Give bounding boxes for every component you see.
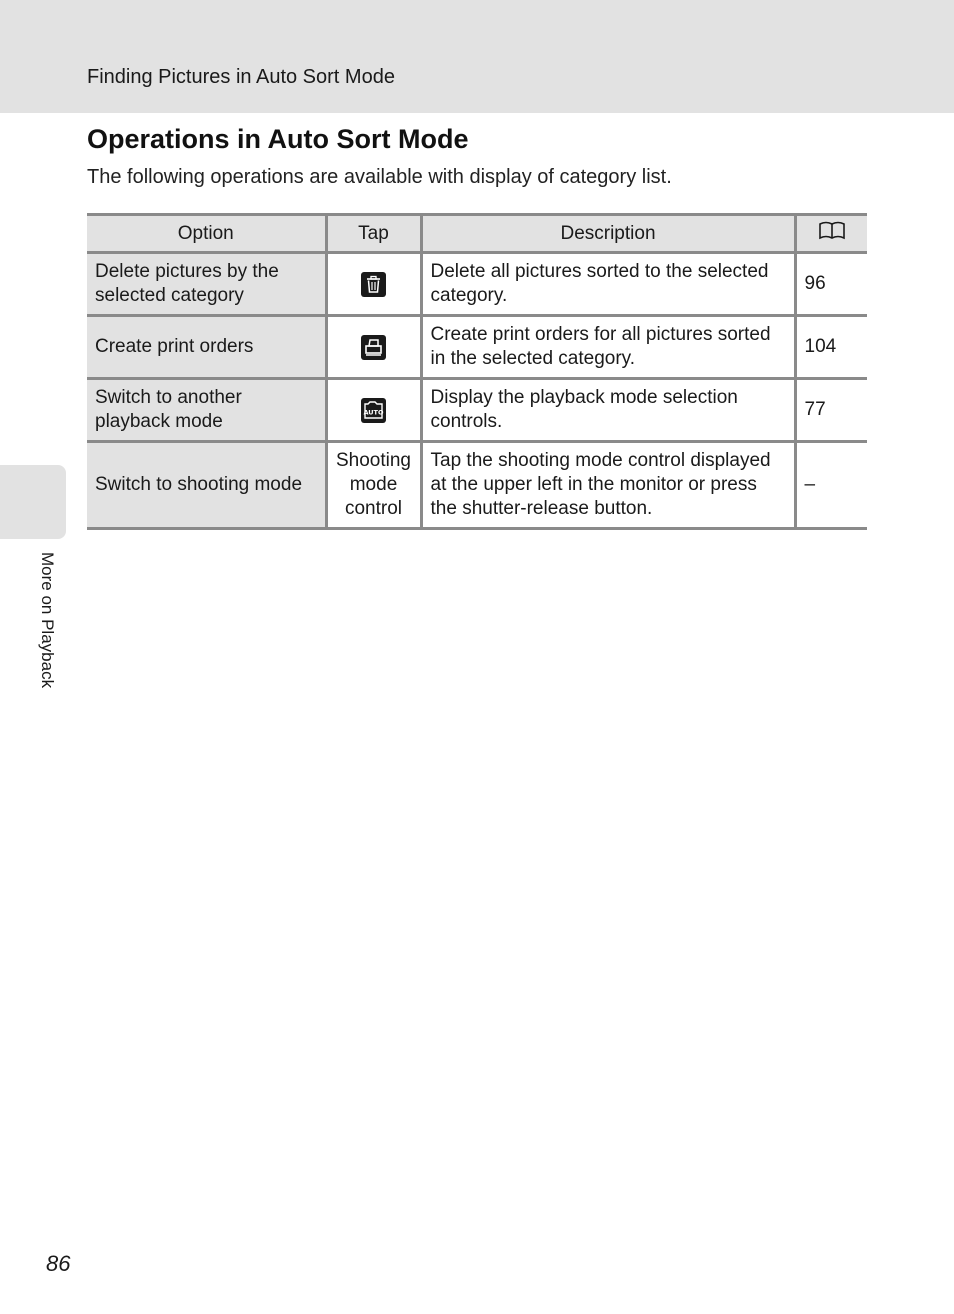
header-reference — [795, 215, 867, 253]
side-tab — [0, 465, 66, 539]
table-header-row — [87, 215, 867, 253]
print-order-icon[interactable] — [361, 335, 386, 360]
side-tab-label: More on Playback — [38, 552, 57, 689]
description-cell: Tap the shooting mode control displayed at the upper left in the monitor or press the shutter-release button. — [421, 442, 795, 529]
tap-cell: Shooting mode control — [326, 442, 421, 529]
header-tap: Tap — [326, 215, 421, 253]
section-title: Finding Pictures in Auto Sort Mode — [87, 66, 395, 88]
tap-cell — [326, 379, 421, 442]
reference-cell: 77 — [795, 379, 867, 442]
header-description: Description — [421, 215, 795, 253]
operations-table — [87, 213, 867, 530]
reference-cell: 104 — [795, 316, 867, 379]
description-cell: Delete all pictures sorted to the selected category. — [421, 253, 795, 316]
option-cell: Switch to shooting mode — [87, 442, 326, 529]
table-row — [87, 316, 867, 379]
auto-sort-mode-icon[interactable] — [361, 398, 386, 423]
reference-cell: 96 — [795, 253, 867, 316]
table-row — [87, 379, 867, 442]
page-title: Operations in Auto Sort Mode — [87, 124, 469, 154]
book-reference-icon — [818, 221, 846, 247]
option-cell: Switch to another playback mode — [87, 379, 326, 442]
description-cell: Create print orders for all pictures sorted in the selected category. — [421, 316, 795, 379]
header-band — [0, 0, 954, 113]
description-cell: Display the playback mode selection controls. — [421, 379, 795, 442]
tap-cell — [326, 316, 421, 379]
intro-text: The following operations are available with display of category list. — [87, 166, 672, 188]
trash-icon[interactable] — [361, 272, 386, 297]
table-row — [87, 253, 867, 316]
page-number: 86 — [46, 1251, 71, 1276]
reference-cell: – — [795, 442, 867, 529]
tap-cell — [326, 253, 421, 316]
svg-text:AUTO: AUTO — [363, 408, 384, 416]
table-row — [87, 442, 867, 529]
option-cell: Create print orders — [87, 316, 326, 379]
header-option: Option — [87, 215, 326, 253]
option-cell: Delete pictures by the selected category — [87, 253, 326, 316]
